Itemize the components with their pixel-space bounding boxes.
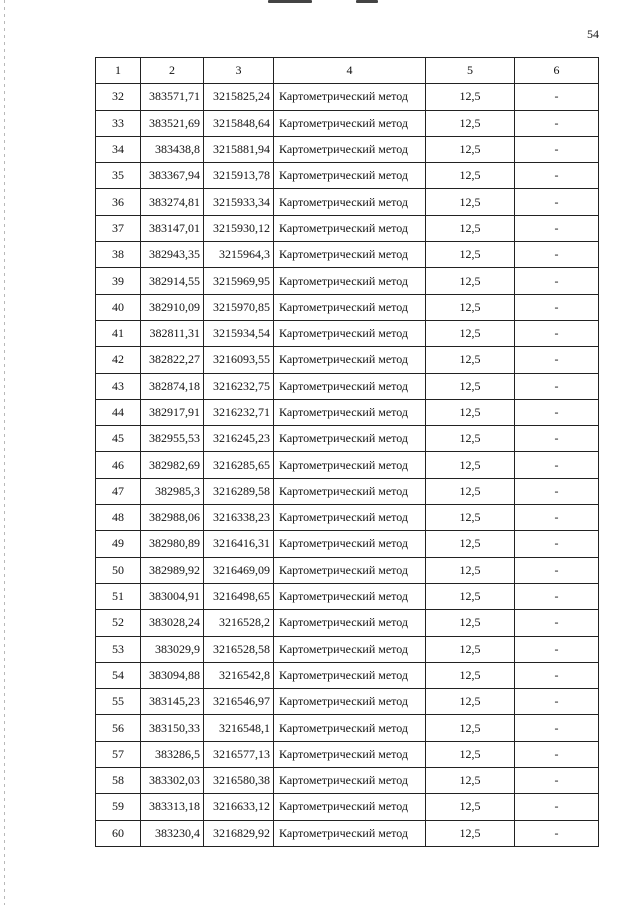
table-row: [96, 583, 599, 609]
x-coordinate-cell: 383094,88: [141, 662, 204, 688]
accuracy-cell: 12,5: [426, 242, 515, 268]
method-cell: Картометрический метод: [274, 294, 426, 320]
point-number-cell: 41: [96, 320, 141, 346]
accuracy-cell: 12,5: [426, 426, 515, 452]
y-coordinate-cell: 3216285,65: [204, 452, 274, 478]
y-coordinate-cell: 3215825,24: [204, 84, 274, 110]
note-cell: -: [515, 557, 599, 583]
point-number-cell: 45: [96, 426, 141, 452]
x-coordinate-cell: 382917,91: [141, 399, 204, 425]
x-coordinate-cell: 383028,24: [141, 610, 204, 636]
method-cell: Картометрический метод: [274, 583, 426, 609]
point-number-cell: 37: [96, 215, 141, 241]
accuracy-cell: 12,5: [426, 163, 515, 189]
x-coordinate-cell: 382989,92: [141, 557, 204, 583]
y-coordinate-cell: 3216633,12: [204, 794, 274, 820]
note-cell: -: [515, 715, 599, 741]
x-coordinate-cell: 382988,06: [141, 505, 204, 531]
x-coordinate-cell: 383521,69: [141, 110, 204, 136]
table-row: [96, 242, 599, 268]
point-number-cell: 47: [96, 478, 141, 504]
point-number-cell: 33: [96, 110, 141, 136]
accuracy-cell: 12,5: [426, 268, 515, 294]
point-number-cell: 56: [96, 715, 141, 741]
accuracy-cell: 12,5: [426, 84, 515, 110]
method-cell: Картометрический метод: [274, 426, 426, 452]
method-cell: Картометрический метод: [274, 242, 426, 268]
method-cell: Картометрический метод: [274, 689, 426, 715]
accuracy-cell: 12,5: [426, 741, 515, 767]
method-cell: Картометрический метод: [274, 215, 426, 241]
x-coordinate-cell: 382985,3: [141, 478, 204, 504]
point-number-cell: 39: [96, 268, 141, 294]
method-cell: Картометрический метод: [274, 452, 426, 478]
accuracy-cell: 12,5: [426, 452, 515, 478]
point-number-cell: 52: [96, 610, 141, 636]
x-coordinate-cell: 383145,23: [141, 689, 204, 715]
accuracy-cell: 12,5: [426, 557, 515, 583]
table-row: [96, 531, 599, 557]
method-cell: Картометрический метод: [274, 136, 426, 162]
table-row: [96, 84, 599, 110]
point-number-cell: 49: [96, 531, 141, 557]
accuracy-cell: 12,5: [426, 531, 515, 557]
accuracy-cell: 12,5: [426, 610, 515, 636]
method-cell: Картометрический метод: [274, 373, 426, 399]
point-number-cell: 36: [96, 189, 141, 215]
x-coordinate-cell: 383286,5: [141, 741, 204, 767]
table-row: [96, 347, 599, 373]
point-number-cell: 54: [96, 662, 141, 688]
method-cell: Картометрический метод: [274, 110, 426, 136]
method-cell: Картометрический метод: [274, 347, 426, 373]
point-number-cell: 53: [96, 636, 141, 662]
note-cell: -: [515, 583, 599, 609]
table-row: [96, 215, 599, 241]
y-coordinate-cell: 3215964,3: [204, 242, 274, 268]
note-cell: -: [515, 163, 599, 189]
header-cell: 6: [515, 58, 599, 84]
table-row: [96, 399, 599, 425]
accuracy-cell: 12,5: [426, 110, 515, 136]
accuracy-cell: 12,5: [426, 505, 515, 531]
y-coordinate-cell: 3216232,71: [204, 399, 274, 425]
coordinates-table: [95, 57, 599, 847]
x-coordinate-cell: 383029,9: [141, 636, 204, 662]
table-row: [96, 320, 599, 346]
x-coordinate-cell: 383147,01: [141, 215, 204, 241]
y-coordinate-cell: 3215969,95: [204, 268, 274, 294]
accuracy-cell: 12,5: [426, 715, 515, 741]
header-cell: 4: [274, 58, 426, 84]
x-coordinate-cell: 383367,94: [141, 163, 204, 189]
point-number-cell: 38: [96, 242, 141, 268]
accuracy-cell: 12,5: [426, 399, 515, 425]
page-number: 54: [587, 27, 599, 41]
table-row: [96, 163, 599, 189]
y-coordinate-cell: 3216338,23: [204, 505, 274, 531]
note-cell: -: [515, 636, 599, 662]
accuracy-cell: 12,5: [426, 689, 515, 715]
point-number-cell: 50: [96, 557, 141, 583]
method-cell: Картометрический метод: [274, 610, 426, 636]
x-coordinate-cell: 383313,18: [141, 794, 204, 820]
x-coordinate-cell: 382874,18: [141, 373, 204, 399]
note-cell: -: [515, 820, 599, 846]
table-row: [96, 373, 599, 399]
note-cell: -: [515, 84, 599, 110]
accuracy-cell: 12,5: [426, 794, 515, 820]
table-row: [96, 136, 599, 162]
table-row: [96, 294, 599, 320]
method-cell: Картометрический метод: [274, 163, 426, 189]
method-cell: Картометрический метод: [274, 636, 426, 662]
y-coordinate-cell: 3215933,34: [204, 189, 274, 215]
table-header-row: [96, 58, 599, 84]
y-coordinate-cell: 3216546,97: [204, 689, 274, 715]
accuracy-cell: 12,5: [426, 373, 515, 399]
method-cell: Картометрический метод: [274, 189, 426, 215]
y-coordinate-cell: 3216829,92: [204, 820, 274, 846]
y-coordinate-cell: 3215913,78: [204, 163, 274, 189]
method-cell: Картометрический метод: [274, 557, 426, 583]
scan-mark-left: [268, 0, 312, 3]
method-cell: Картометрический метод: [274, 662, 426, 688]
accuracy-cell: 12,5: [426, 478, 515, 504]
note-cell: -: [515, 320, 599, 346]
method-cell: Картометрический метод: [274, 768, 426, 794]
x-coordinate-cell: 383571,71: [141, 84, 204, 110]
method-cell: Картометрический метод: [274, 320, 426, 346]
accuracy-cell: 12,5: [426, 768, 515, 794]
point-number-cell: 59: [96, 794, 141, 820]
note-cell: -: [515, 741, 599, 767]
table-row: [96, 426, 599, 452]
table-row: [96, 768, 599, 794]
note-cell: -: [515, 452, 599, 478]
table-row: [96, 189, 599, 215]
table-row: [96, 794, 599, 820]
accuracy-cell: 12,5: [426, 662, 515, 688]
header-cell: 1: [96, 58, 141, 84]
x-coordinate-cell: 382982,69: [141, 452, 204, 478]
x-coordinate-cell: 383004,91: [141, 583, 204, 609]
note-cell: -: [515, 794, 599, 820]
note-cell: -: [515, 347, 599, 373]
accuracy-cell: 12,5: [426, 636, 515, 662]
point-number-cell: 34: [96, 136, 141, 162]
point-number-cell: 46: [96, 452, 141, 478]
note-cell: -: [515, 110, 599, 136]
note-cell: -: [515, 505, 599, 531]
table-row: [96, 268, 599, 294]
point-number-cell: 35: [96, 163, 141, 189]
y-coordinate-cell: 3216542,8: [204, 662, 274, 688]
table-row: [96, 689, 599, 715]
point-number-cell: 48: [96, 505, 141, 531]
accuracy-cell: 12,5: [426, 820, 515, 846]
note-cell: -: [515, 242, 599, 268]
point-number-cell: 58: [96, 768, 141, 794]
x-coordinate-cell: 382910,09: [141, 294, 204, 320]
y-coordinate-cell: 3215881,94: [204, 136, 274, 162]
table-row: [96, 110, 599, 136]
x-coordinate-cell: 382955,53: [141, 426, 204, 452]
point-number-cell: 60: [96, 820, 141, 846]
accuracy-cell: 12,5: [426, 294, 515, 320]
note-cell: -: [515, 426, 599, 452]
y-coordinate-cell: 3215848,64: [204, 110, 274, 136]
y-coordinate-cell: 3216093,55: [204, 347, 274, 373]
note-cell: -: [515, 189, 599, 215]
scan-mark-right: [356, 0, 378, 3]
table-row: [96, 452, 599, 478]
note-cell: -: [515, 768, 599, 794]
header-cell: 2: [141, 58, 204, 84]
x-coordinate-cell: 382822,27: [141, 347, 204, 373]
table-row: [96, 741, 599, 767]
method-cell: Картометрический метод: [274, 794, 426, 820]
x-coordinate-cell: 383230,4: [141, 820, 204, 846]
y-coordinate-cell: 3216245,23: [204, 426, 274, 452]
note-cell: -: [515, 662, 599, 688]
note-cell: -: [515, 531, 599, 557]
y-coordinate-cell: 3215970,85: [204, 294, 274, 320]
y-coordinate-cell: 3216232,75: [204, 373, 274, 399]
y-coordinate-cell: 3215930,12: [204, 215, 274, 241]
y-coordinate-cell: 3216548,1: [204, 715, 274, 741]
y-coordinate-cell: 3216528,2: [204, 610, 274, 636]
y-coordinate-cell: 3216528,58: [204, 636, 274, 662]
point-number-cell: 51: [96, 583, 141, 609]
x-coordinate-cell: 383274,81: [141, 189, 204, 215]
accuracy-cell: 12,5: [426, 136, 515, 162]
y-coordinate-cell: 3216577,13: [204, 741, 274, 767]
method-cell: Картометрический метод: [274, 715, 426, 741]
accuracy-cell: 12,5: [426, 215, 515, 241]
y-coordinate-cell: 3216498,65: [204, 583, 274, 609]
table-row: [96, 557, 599, 583]
y-coordinate-cell: 3216289,58: [204, 478, 274, 504]
point-number-cell: 43: [96, 373, 141, 399]
table-row: [96, 478, 599, 504]
method-cell: Картометрический метод: [274, 268, 426, 294]
point-number-cell: 32: [96, 84, 141, 110]
method-cell: Картометрический метод: [274, 820, 426, 846]
accuracy-cell: 12,5: [426, 189, 515, 215]
table-row: [96, 715, 599, 741]
accuracy-cell: 12,5: [426, 583, 515, 609]
table-body: [96, 84, 599, 847]
y-coordinate-cell: 3216416,31: [204, 531, 274, 557]
x-coordinate-cell: 383438,8: [141, 136, 204, 162]
header-cell: 5: [426, 58, 515, 84]
point-number-cell: 44: [96, 399, 141, 425]
accuracy-cell: 12,5: [426, 320, 515, 346]
method-cell: Картометрический метод: [274, 478, 426, 504]
x-coordinate-cell: 383150,33: [141, 715, 204, 741]
point-number-cell: 55: [96, 689, 141, 715]
note-cell: -: [515, 399, 599, 425]
x-coordinate-cell: 383302,03: [141, 768, 204, 794]
table-row: [96, 662, 599, 688]
method-cell: Картометрический метод: [274, 505, 426, 531]
note-cell: -: [515, 215, 599, 241]
note-cell: -: [515, 478, 599, 504]
note-cell: -: [515, 610, 599, 636]
point-number-cell: 57: [96, 741, 141, 767]
point-number-cell: 42: [96, 347, 141, 373]
note-cell: -: [515, 373, 599, 399]
y-coordinate-cell: 3215934,54: [204, 320, 274, 346]
method-cell: Картометрический метод: [274, 741, 426, 767]
x-coordinate-cell: 382811,31: [141, 320, 204, 346]
x-coordinate-cell: 382980,89: [141, 531, 204, 557]
method-cell: Картометрический метод: [274, 531, 426, 557]
x-coordinate-cell: 382943,35: [141, 242, 204, 268]
method-cell: Картометрический метод: [274, 399, 426, 425]
note-cell: -: [515, 268, 599, 294]
accuracy-cell: 12,5: [426, 347, 515, 373]
y-coordinate-cell: 3216580,38: [204, 768, 274, 794]
note-cell: -: [515, 689, 599, 715]
scan-edge-line: [4, 0, 5, 905]
table-row: [96, 505, 599, 531]
note-cell: -: [515, 136, 599, 162]
table-row: [96, 636, 599, 662]
note-cell: -: [515, 294, 599, 320]
point-number-cell: 40: [96, 294, 141, 320]
table-row: [96, 610, 599, 636]
method-cell: Картометрический метод: [274, 84, 426, 110]
header-cell: 3: [204, 58, 274, 84]
table-row: [96, 820, 599, 846]
y-coordinate-cell: 3216469,09: [204, 557, 274, 583]
x-coordinate-cell: 382914,55: [141, 268, 204, 294]
